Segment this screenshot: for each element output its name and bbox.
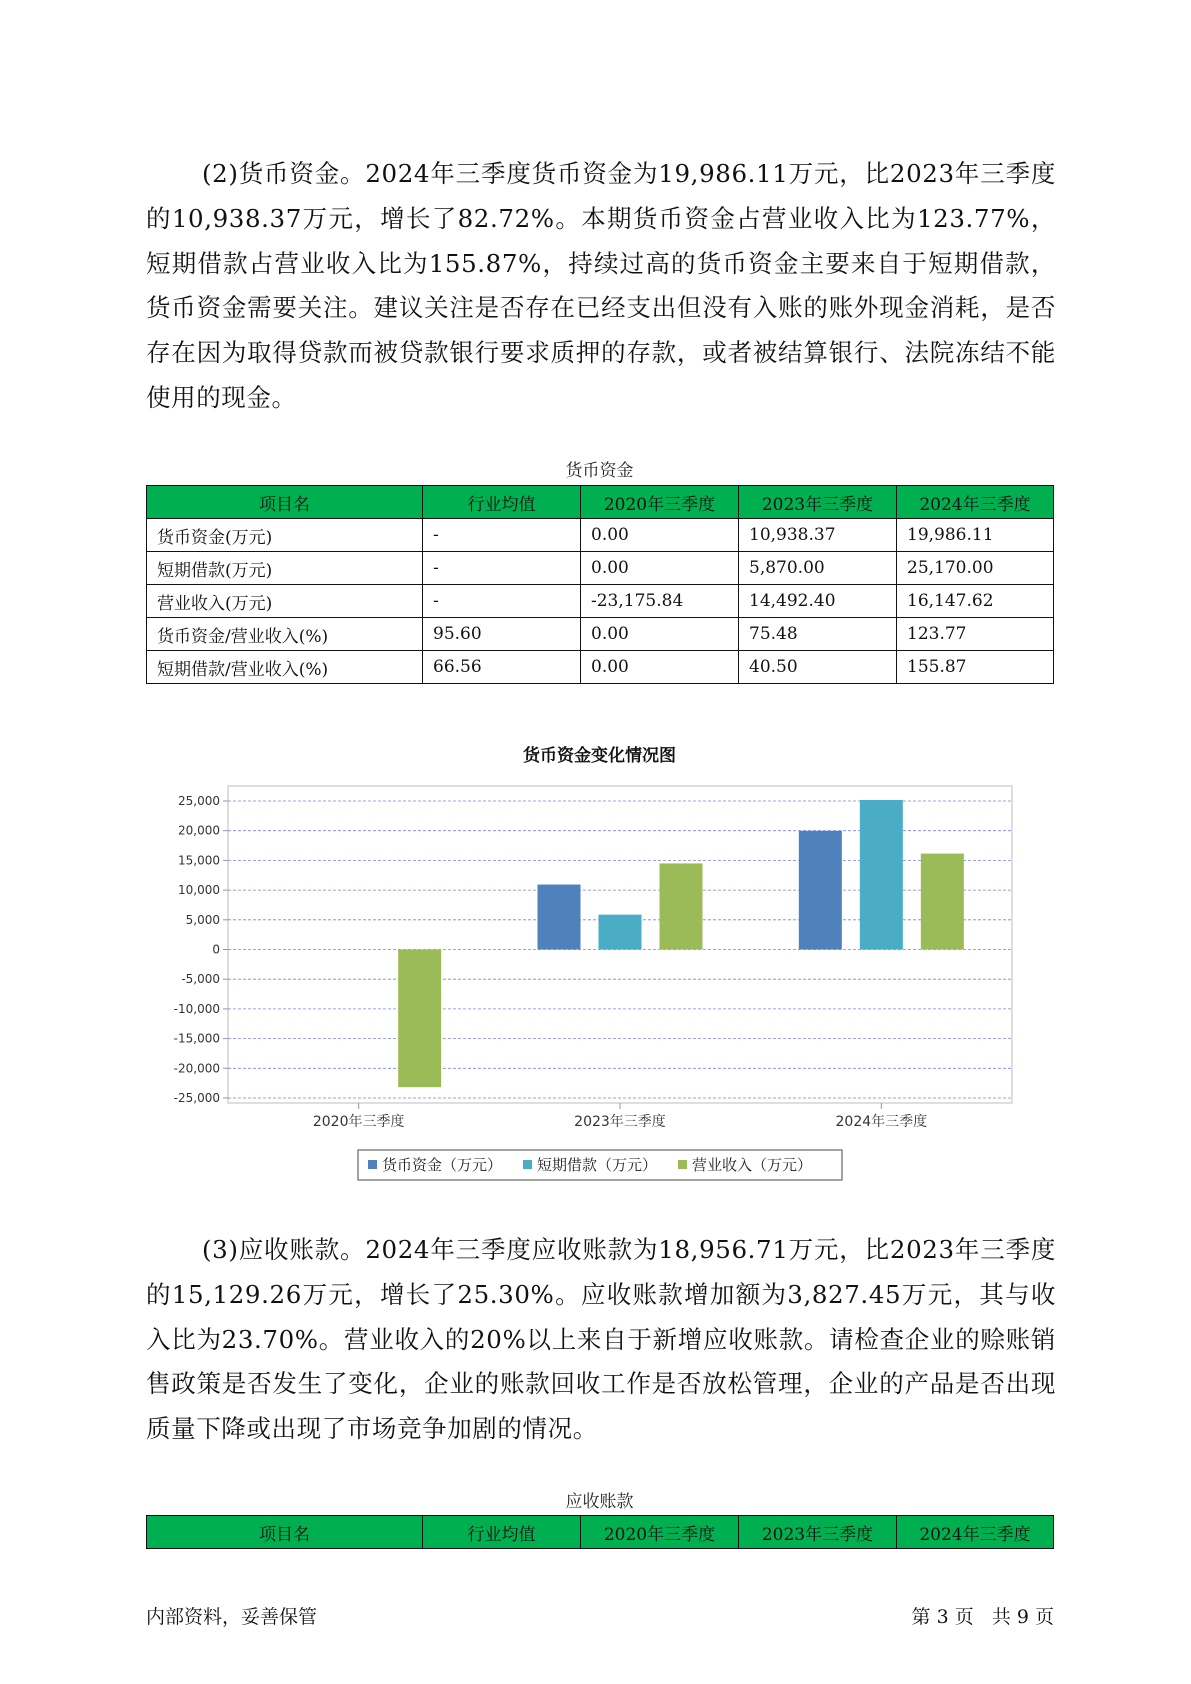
table-cell: 19,986.11: [897, 519, 1054, 552]
legend-swatch: [368, 1160, 377, 1169]
table-cell: 75.48: [739, 618, 897, 651]
table-cell: -: [423, 552, 581, 585]
table-header-row: [147, 1516, 1054, 1549]
table-title-cash: 货币资金: [565, 461, 634, 481]
table-cell: 短期借款(万元): [147, 552, 423, 585]
table-cell: 0.00: [581, 552, 739, 585]
header-cell: 行业均值: [423, 1516, 581, 1549]
y-tick-label: 15,000: [178, 853, 220, 868]
bar: [538, 885, 581, 950]
bar: [921, 854, 964, 950]
table-cell: 66.56: [423, 651, 581, 684]
legend-label: 营业收入（万元）: [692, 1156, 813, 1174]
y-tick-label: -15,000: [173, 1031, 220, 1046]
header-cell: 2023年三季度: [739, 1516, 897, 1549]
x-tick-label: 2020年三季度: [312, 1114, 405, 1130]
header-cell: 2023年三季度: [739, 486, 897, 519]
legend-swatch: [523, 1160, 532, 1169]
bar: [860, 800, 903, 950]
x-tick-label: 2024年三季度: [835, 1114, 928, 1130]
header-cell: 项目名: [147, 486, 423, 519]
receivables-table: [146, 1515, 1054, 1549]
bar: [599, 915, 642, 950]
header-cell: 项目名: [147, 1516, 423, 1549]
table-cell: 123.77: [897, 618, 1054, 651]
table-cell: 短期借款/营业收入(%): [147, 651, 423, 684]
y-tick-label: 20,000: [178, 823, 220, 838]
legend-label: 货币资金（万元）: [382, 1156, 503, 1174]
bar: [398, 950, 441, 1088]
footer-left: 内部资料，妥善保管: [146, 1606, 318, 1628]
table-cell: 10,938.37: [739, 519, 897, 552]
table-cell: 14,492.40: [739, 585, 897, 618]
table-cell: -: [423, 585, 581, 618]
table-cell: 25,170.00: [897, 552, 1054, 585]
y-tick-label: 25,000: [178, 794, 220, 808]
chart-title: 货币资金变化情况图: [523, 746, 676, 766]
section3-paragraph: (3)应收账款。2024年三季度应收账款为18,956.71万元，比2023年三季度的15,129.26万元，增长了25.30%。应收账款增加额为3,827.45万元，其与收入比为23.70%。营业收入的20%以上来自于新增应收账款。请检查企业的赊账销售政策是否发生了变化，企业的账款回收工作是否放松管理，企业的产品是否出现质量下降或出现了市场竞争加剧的情况。: [146, 1235, 1056, 1444]
table-cell: -: [423, 519, 581, 552]
legend-swatch: [678, 1160, 687, 1169]
table-title-receivables: 应收账款: [565, 1492, 634, 1512]
y-tick-label: 10,000: [178, 883, 220, 898]
table-cell: 5,870.00: [739, 552, 897, 585]
table-cell: 95.60: [423, 618, 581, 651]
table-cell: -23,175.84: [581, 585, 739, 618]
table-cell: 0.00: [581, 651, 739, 684]
y-tick-label: -10,000: [173, 1001, 220, 1016]
table-cell: 0.00: [581, 618, 739, 651]
table-cell: 货币资金(万元): [147, 519, 423, 552]
y-tick-label: 0: [212, 942, 220, 957]
bar: [660, 863, 703, 949]
table-cell: 货币资金/营业收入(%): [147, 618, 423, 651]
table-cell: 155.87: [897, 651, 1054, 684]
table-cell: 40.50: [739, 651, 897, 684]
section2-paragraph: (2)货币资金。2024年三季度货币资金为19,986.11万元，比2023年三季度的10,938.37万元，增长了82.72%。本期货币资金占营业收入比为123.77%，短期借款占营业收入比为155.87%，持续过高的货币资金主要来自于短期借款，货币资金需要关注。建议关注是否存在已经支出但没有入账的账外现金消耗，是否存在因为取得贷款而被贷款银行要求质押的存款，或者被结算银行、法院冻结不能使用的现金。: [146, 159, 1056, 412]
bar: [799, 831, 842, 950]
table-cell: 0.00: [581, 519, 739, 552]
table-cell: 16,147.62: [897, 585, 1054, 618]
header-cell: 2020年三季度: [581, 1516, 739, 1549]
y-tick-label: -25,000: [173, 1091, 220, 1105]
y-tick-label: -5,000: [181, 972, 220, 987]
header-cell: 行业均值: [423, 486, 581, 519]
footer-right: 第 3 页 共 9 页: [911, 1606, 1054, 1628]
header-cell: 2024年三季度: [897, 1516, 1054, 1549]
y-tick-label: 5,000: [185, 912, 220, 927]
legend-label: 短期借款（万元）: [537, 1156, 658, 1174]
header-cell: 2020年三季度: [581, 486, 739, 519]
y-tick-label: -20,000: [173, 1061, 220, 1076]
header-cell: 2024年三季度: [897, 486, 1054, 519]
table-cell: 营业收入(万元): [147, 585, 423, 618]
x-tick-label: 2023年三季度: [574, 1114, 666, 1130]
